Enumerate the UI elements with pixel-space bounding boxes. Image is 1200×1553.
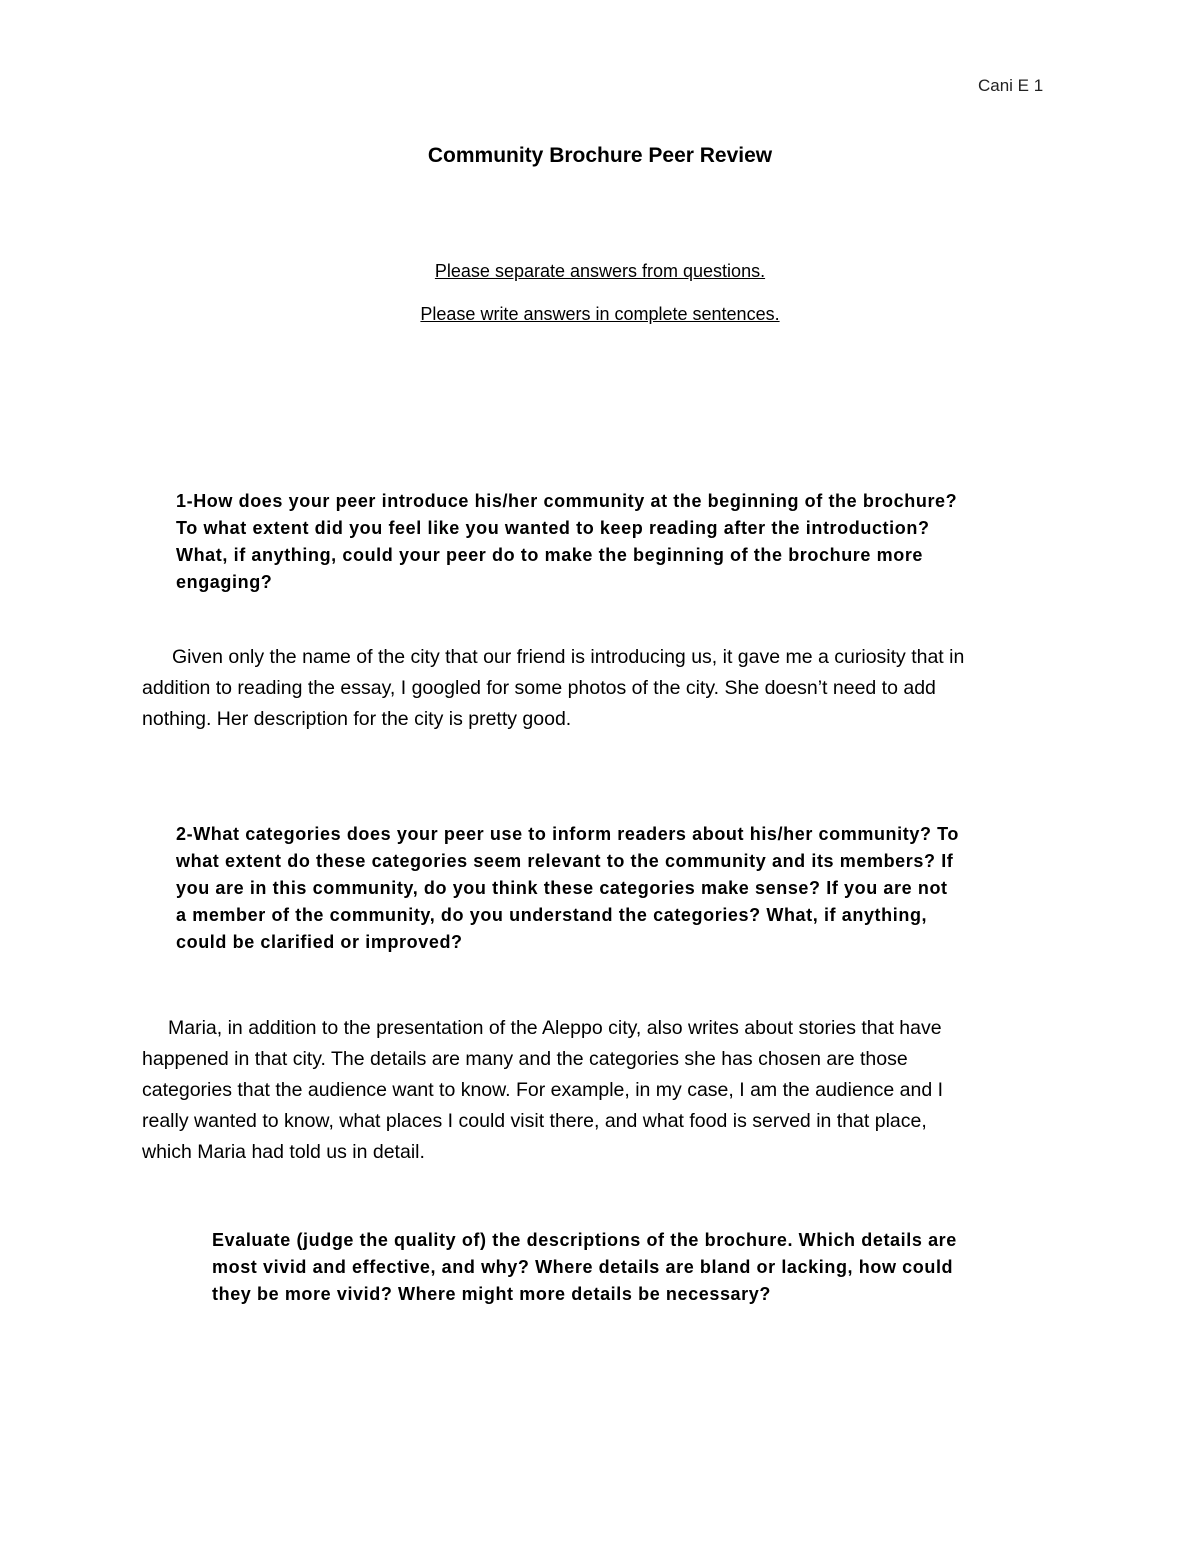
- question-2-line: could be clarified or improved?: [176, 932, 463, 952]
- instruction-separate-answers: Please separate answers from questions.: [434, 261, 766, 281]
- question-3-line: Evaluate (judge the quality of) the descriptions of the brochure. Which details are: [212, 1230, 957, 1250]
- question-1: [176, 488, 957, 596]
- question-2-line: a member of the community, do you understand the categories? What, if anything,: [176, 905, 928, 925]
- question-3: [212, 1227, 957, 1308]
- page-title: Community Brochure Peer Review: [427, 144, 773, 167]
- question-1-line: 1-How does your peer introduce his/her community at the beginning of the brochure?: [176, 491, 958, 511]
- answer-1-line: addition to reading the essay, I googled for some photos of the city. She doesn’t need to add: [142, 677, 936, 699]
- instruction-complete-sentences: Please write answers in complete sentences.: [420, 304, 780, 324]
- answer-2-line: really wanted to know, what places I could visit there, and what food is served in that place,: [142, 1110, 927, 1132]
- question-1-line: engaging?: [176, 572, 273, 592]
- question-1-line: What, if anything, could your peer do to make the beginning of the brochure more: [176, 545, 924, 565]
- question-2-line: 2-What categories does your peer use to inform readers about his/her community? To: [176, 824, 960, 844]
- answer-2-line: which Maria had told us in detail.: [142, 1141, 425, 1163]
- answer-1-line: Given only the name of the city that our friend is introducing us, it gave me a curiosity that in: [172, 646, 965, 668]
- page-header-label: Cani E 1: [978, 76, 1044, 95]
- question-2-line: you are in this community, do you think these categories make sense? If you are not: [176, 878, 948, 898]
- question-1-line: To what extent did you feel like you wanted to keep reading after the introduction?: [176, 518, 930, 538]
- answer-2: [142, 1013, 943, 1168]
- answer-2-line: categories that the audience want to know. For example, in my case, I am the audience and I: [142, 1079, 944, 1101]
- question-2: [176, 821, 959, 956]
- answer-2-line: Maria, in addition to the presentation of the Aleppo city, also writes about stories that have: [168, 1017, 942, 1039]
- answer-1-line: nothing. Her description for the city is pretty good.: [142, 708, 572, 730]
- answer-1: [142, 642, 964, 735]
- answer-2-line: happened in that city. The details are many and the categories she has chosen are those: [142, 1048, 908, 1070]
- question-3-line: they be more vivid? Where might more details be necessary?: [212, 1284, 771, 1304]
- question-2-line: what extent do these categories seem relevant to the community and its members? If: [176, 851, 954, 871]
- question-3-line: most vivid and effective, and why? Where details are bland or lacking, how could: [212, 1257, 954, 1277]
